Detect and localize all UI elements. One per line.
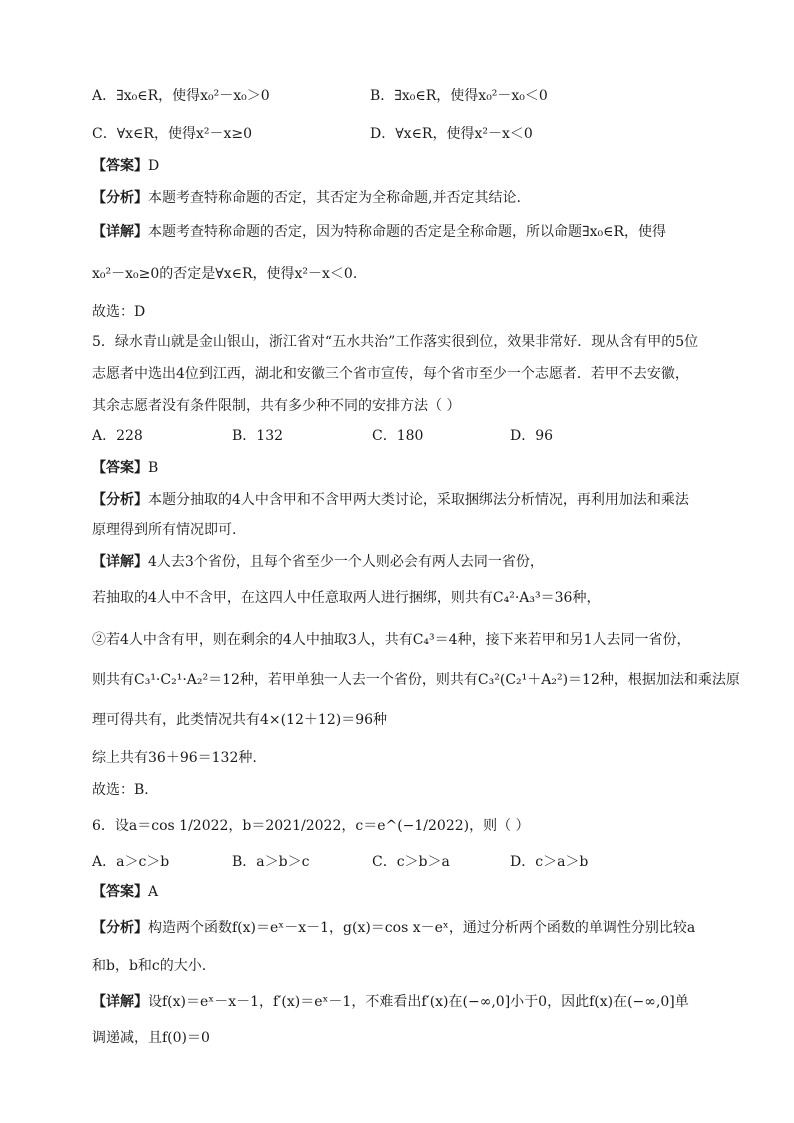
analysis-tag: 【分析】	[92, 920, 148, 936]
q5-option-c: C．180	[372, 428, 424, 444]
detail-line-1: 设f(x)＝eˣ－x－1，f′(x)＝eˣ－1，不难看出f′(x)在(−∞,0]小于0，因此f(x)在(−∞,0]单	[148, 994, 689, 1010]
q5-detail-line-4: 则共有C₃¹·C₂¹·A₂²＝12种，若甲单独一人去一个省份，则共有C₃²(C₂¹＋A₂²)＝12种，根据加法和乘法原	[92, 672, 740, 688]
analysis-tag: 【分析】	[92, 492, 148, 508]
q5-option-d: D．96	[510, 428, 554, 444]
detail-tag: 【详解】	[92, 554, 148, 570]
q4-option-b: B．∃x₀∈R，使得x₀²－x₀＜0	[370, 88, 548, 104]
q5-option-a: A．228	[92, 428, 143, 444]
answer-tag: 【答案】	[92, 884, 148, 900]
q6-stem: 6．设a＝cos 1/2022，b＝2021/2022，c＝e^(−1/2022)，则（ ）	[92, 818, 530, 834]
answer-tag: 【答案】	[92, 158, 148, 174]
q6-option-d: D．c＞a＞b	[510, 854, 589, 870]
q4-option-a: A．∃x₀∈R，使得x₀²－x₀＞0	[92, 88, 270, 104]
analysis-line-1: 本题分抽取的4人中含甲和不含甲两大类讨论，采取捆绑法分析情况，再利用加法和乘法	[148, 492, 689, 508]
q4-answer	[92, 156, 159, 176]
q6-analysis	[92, 918, 695, 938]
q5-choose: 故选：B.	[92, 782, 149, 798]
q6-detail	[92, 992, 689, 1012]
q5-stem-line-2: 志愿者中选出4位到江西，湖北和安徽三个省市宣传，每个省市至少一个志愿者．若甲不去安徽，	[92, 366, 689, 382]
detail-line-1: 本题考查特称命题的否定，因为特称命题的否定是全称命题，所以命题∃x₀∈R，使得	[148, 224, 667, 240]
q5-analysis	[92, 490, 689, 510]
q5-detail-line-3: ②若4人中含有甲，则在剩余的4人中抽取3人，共有C₄³＝4种，接下来若甲和另1人去同一省份，	[92, 632, 691, 648]
q4-option-d: D．∀x∈R，使得x²－x＜0	[370, 126, 533, 142]
q4-detail	[92, 222, 666, 242]
q4-analysis	[92, 188, 521, 208]
q6-option-b: B．a＞b＞c	[232, 854, 310, 870]
analysis-text: 本题考查特称命题的否定，其否定为全称命题,并否定其结论.	[148, 190, 521, 206]
detail-tag: 【详解】	[92, 994, 148, 1010]
q5-detail-line-6: 综上共有36＋96＝132种.	[92, 750, 257, 766]
answer-text: B	[148, 460, 159, 476]
answer-text: A	[148, 884, 159, 900]
q5-answer	[92, 458, 158, 478]
q5-detail-line-5: 理可得共有，此类情况共有4×(12＋12)＝96种	[92, 712, 388, 728]
detail-tag: 【详解】	[92, 224, 148, 240]
q5-detail-line-2: 若抽取的4人中不含甲，在这四人中任意取两人进行捆绑，则共有C₄²·A₃³＝36种，	[92, 590, 601, 606]
q4-detail-line-2: x₀²－x₀≥0的否定是∀x∈R，使得x²－x＜0.	[92, 266, 358, 282]
q5-stem-line-3: 其余志愿者没有条件限制，共有多少种不同的安排方法（ ）	[92, 398, 461, 414]
analysis-line-1: 构造两个函数f(x)＝eˣ－x－1，g(x)＝cos x－eˣ，通过分析两个函数的单调性分别比较a	[148, 920, 696, 936]
q5-detail	[92, 552, 544, 572]
q5-option-b: B．132	[232, 428, 284, 444]
q6-option-c: C．c＞b＞a	[372, 854, 450, 870]
q6-option-a: A．a＞c＞b	[92, 854, 170, 870]
q5-analysis-line-2: 原理得到所有情况即可.	[92, 522, 237, 538]
q4-option-c: C．∀x∈R，使得x²－x≥0	[92, 126, 253, 142]
q4-choose: 故选：D	[92, 304, 146, 320]
analysis-tag: 【分析】	[92, 190, 148, 206]
q6-analysis-line-2: 和b，b和c的大小.	[92, 958, 207, 974]
answer-tag: 【答案】	[92, 460, 148, 476]
q5-stem-line-1: 5．绿水青山就是金山银山，浙江省对“五水共治”工作落实很到位，效果非常好．现从含有甲的5位	[92, 334, 699, 350]
q6-answer	[92, 882, 158, 902]
answer-text: D	[148, 158, 160, 174]
q6-detail-line-2: 调递减，且f(0)＝0	[92, 1030, 210, 1046]
detail-line-1: 4人去3个省份，且每个省至少一个人则必会有两人去同一省份，	[148, 554, 544, 570]
